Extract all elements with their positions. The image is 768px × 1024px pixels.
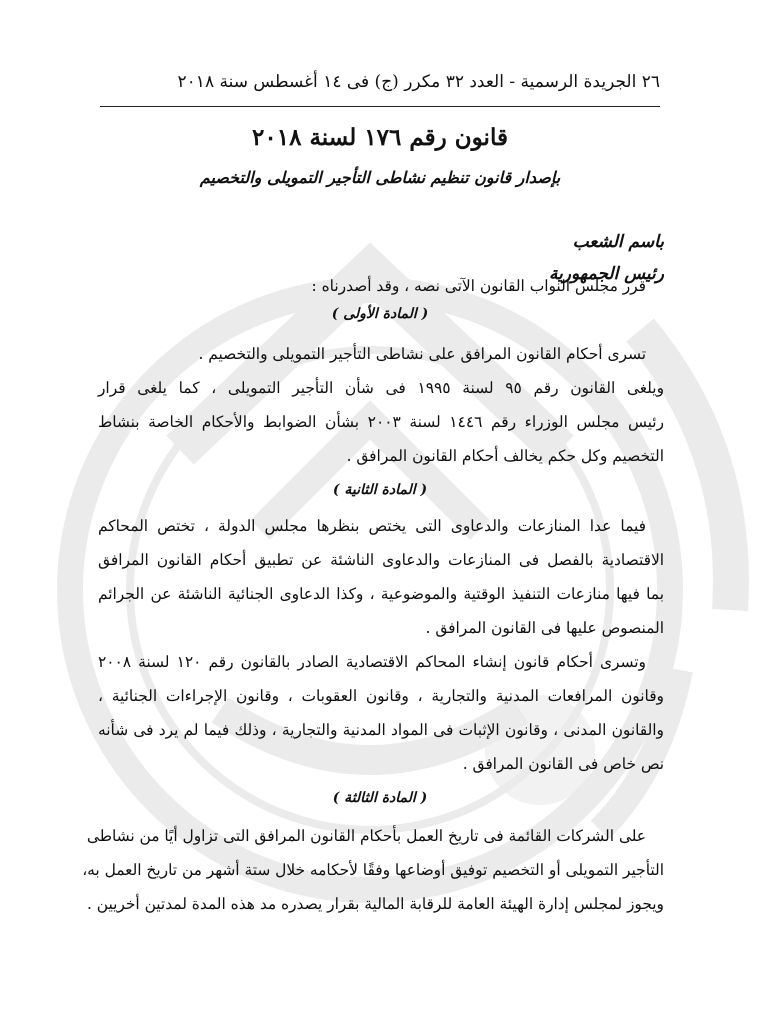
running-head: ٢٦ الجريدة الرسمية - العدد ٣٢ مكرر (ج) فى ١٤ أغسطس سنة ٢٠١٨ [177,72,660,92]
article-2-line: فيما عدا المنازعات والدعاوى التى يختص بنظرها مجلس الدولة ، تختص المحاكم [98,517,646,535]
article-3-line: على الشركات القائمة فى تاريخ العمل بأحكام القانون المرافق التى تزاول أيًا من نشاطى [86,827,646,845]
preamble-heading-people: باسم الشعب [572,232,664,252]
article-2-line: الاقتصادية بالفصل فى المنازعات والدعاوى الناشئة عن تطبيق أحكام القانون المرافق [98,551,664,569]
law-title: قانون رقم ١٧٦ لسنة ٢٠١٨ [252,124,508,151]
article-1-line: التخصيم وكل حكم يخالف أحكام القانون المرافق . [346,447,664,465]
enactment-clause: قرر مجلس النواب القانون الآتى نصه ، وقد أصدرناه : [311,277,646,295]
article-label-2: ( المادة الثانية ) [332,482,428,498]
article-3-line: التأجير التمويلى أو التخصيم توفيق أوضاعها وفقًا لأحكامه خلال ستة أشهر من تاريخ العمل به، [82,861,664,879]
law-subtitle: بإصدار قانون تنظيم نشاطى التأجير التمويلى والتخصيم [199,168,561,187]
article-2-line: والقانون المدنى ، وقانون الإثبات فى المواد المدنية والتجارية ، وذلك فيما لم يرد فى شأنه [98,721,664,739]
article-1-line: ويلغى القانون رقم ٩٥ لسنة ١٩٩٥ فى شأن التأجير التمويلى ، كما يلغى قرار [98,379,664,397]
article-2-line: المنصوص عليها فى القانون المرافق . [425,619,664,637]
article-1-line: رئيس مجلس الوزراء رقم ١٤٤٦ لسنة ٢٠٠٣ بشأن الضوابط والأحكام الخاصة بنشاط [98,413,664,431]
article-2-line: وتسرى أحكام قانون إنشاء المحاكم الاقتصادية الصادر بالقانون رقم ١٢٠ لسنة ٢٠٠٨ [98,653,646,671]
article-2-line: نص خاص فى القانون المرافق . [462,755,664,773]
article-label-1: ( المادة الأولى ) [331,306,429,322]
article-3-line: ويجوز لمجلس إدارة الهيئة العامة للرقابة المالية بقرار يصدره مد هذه المدة لمدتين أخريين . [86,895,664,913]
article-2-line: وقانون المرافعات المدنية والتجارية ، وقانون العقوبات ، وقانون الإجراءات الجنائية ، [98,687,664,705]
preamble-heading-president: رئيس الجمهورية [548,264,664,284]
article-2-line: بما فيها منازعات التنفيذ الوقتية والموضوعية ، وكذا الدعاوى الجنائية الناشئة عن الجرائم [98,585,664,603]
article-label-3: ( المادة الثالثة ) [332,790,428,806]
header-divider [100,106,660,107]
article-1-line: تسرى أحكام القانون المرافق على نشاطى التأجير التمويلى والتخصيم . [198,345,646,363]
